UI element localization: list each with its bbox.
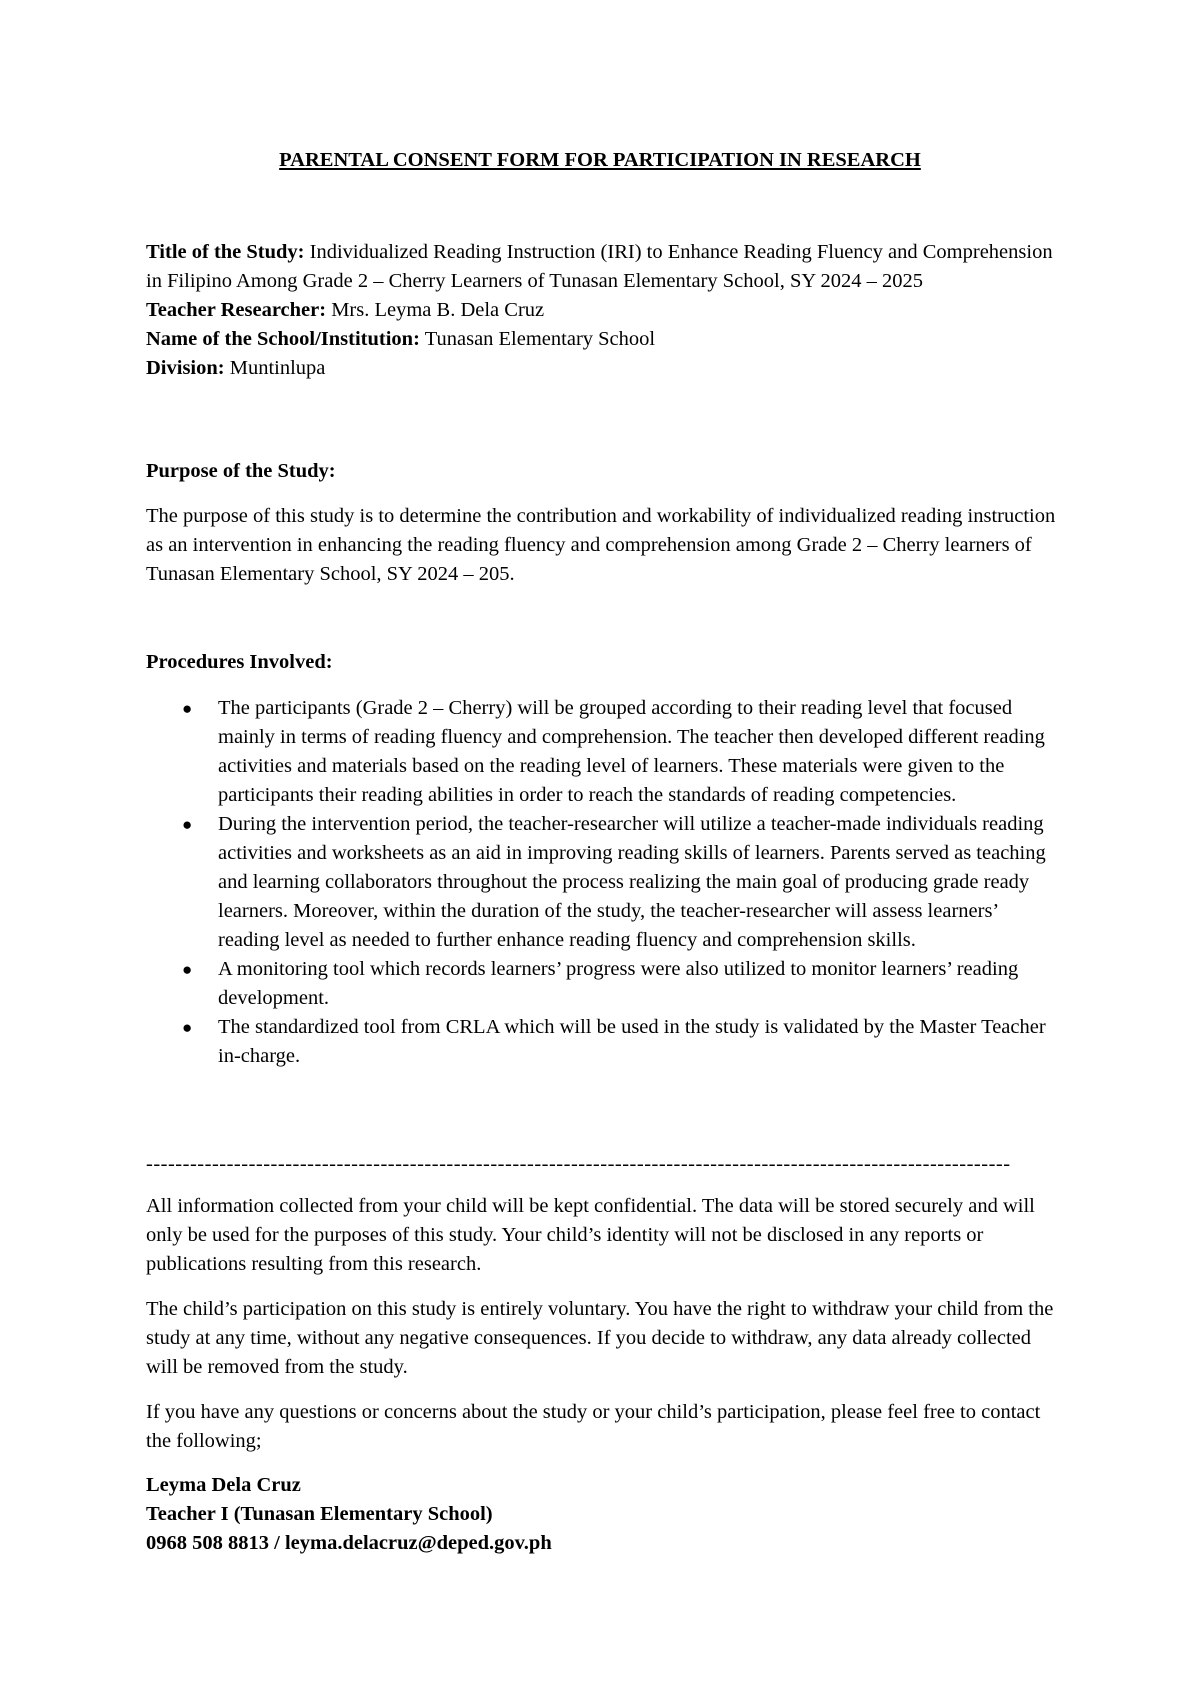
division-label: Division: [146,357,225,379]
contact-name: Leyma Dela Cruz [146,1474,301,1496]
school-value: Tunasan Elementary School [424,328,656,350]
school-label: Name of the School/Institution: [146,328,420,350]
school-line [146,325,1062,354]
researcher-label: Teacher Researcher: [146,299,327,321]
procedure-item [146,810,1062,955]
voluntary-paragraph: The child’s participation on this study is entirely voluntary. You have the right to withdraw your child from the study at any time, without any negative consequences. If you decide to withdraw, any data already collected will be removed from the study. [146,1298,1054,1378]
procedures-list [146,694,1062,1071]
researcher-line [146,296,1062,325]
contact-intro-paragraph: If you have any questions or concerns about the study or your child’s participation, please feel free to contact the following; [146,1401,1041,1452]
procedure-item [146,694,1062,810]
procedure-text: The participants (Grade 2 – Cherry) will be grouped according to their reading level that focused mainly in terms of reading fluency and comprehension. The teacher then developed different reading activities and materials based on the reading level of learners. These materials were given to the participants their reading abilities in order to reach the standards of reading competencies. [218,697,1045,806]
study-title-label: Title of the Study: [146,241,305,263]
procedure-item [146,955,1062,1013]
division-value: Muntinlupa [229,357,326,379]
confidentiality-paragraph: All information collected from your child will be kept confidential. The data will be stored securely and will only be used for the purposes of this study. Your child’s identity will not be disclosed in any reports or publications resulting from this research. [146,1195,1035,1275]
procedure-item [146,1013,1062,1071]
study-info [146,238,1062,383]
study-title-value: Individualized Reading Instruction (IRI) to Enhance Reading Fluency and Comprehension in Filipino Among Grade 2 – Cherry Learners of Tunasan Elementary School, SY 2024 – 2025 [146,241,1053,292]
bullet-icon: ● [182,699,193,718]
procedures-heading: Procedures Involved: [146,651,333,673]
contact-details: 0968 508 8813 / leyma.delacruz@deped.gov.ph [146,1532,552,1554]
study-title-line [146,238,1062,296]
procedure-text: The standardized tool from CRLA which will be used in the study is validated by the Master Teacher in-charge. [218,1016,1046,1067]
procedure-text: During the intervention period, the teacher-researcher will utilize a teacher-made individuals reading activities and worksheets as an aid in improving reading skills of learners. Parents served as teaching and learning collaborators throughout the process realizing the main goal of producing grade ready learners. Moreover, within the duration of the study, the teacher-researcher will assess learners’ reading level as needed to further enhance reading fluency and comprehension skills. [218,813,1046,951]
section-divider: ---------------------------------------------------------------------------------------------------------------------- [146,1153,1011,1175]
purpose-text: The purpose of this study is to determine the contribution and workability of individualized reading instruction as an intervention in enhancing the reading fluency and comprehension among Grade 2 – Cherry learners of Tunasan Elementary School, SY 2024 – 205. [146,505,1056,585]
division-line [146,354,1062,383]
bullet-icon: ● [182,815,193,834]
purpose-heading: Purpose of the Study: [146,460,336,482]
bullet-icon: ● [182,1018,193,1037]
bullet-icon: ● [182,960,193,979]
contact-position: Teacher I (Tunasan Elementary School) [146,1503,493,1525]
contact-block [146,1471,1062,1558]
researcher-value: Mrs. Leyma B. Dela Cruz [331,299,545,321]
document-title: PARENTAL CONSENT FORM FOR PARTICIPATION IN RESEARCH [279,149,921,171]
procedure-text: A monitoring tool which records learners’ progress were also utilized to monitor learners’ reading development. [218,958,1019,1009]
